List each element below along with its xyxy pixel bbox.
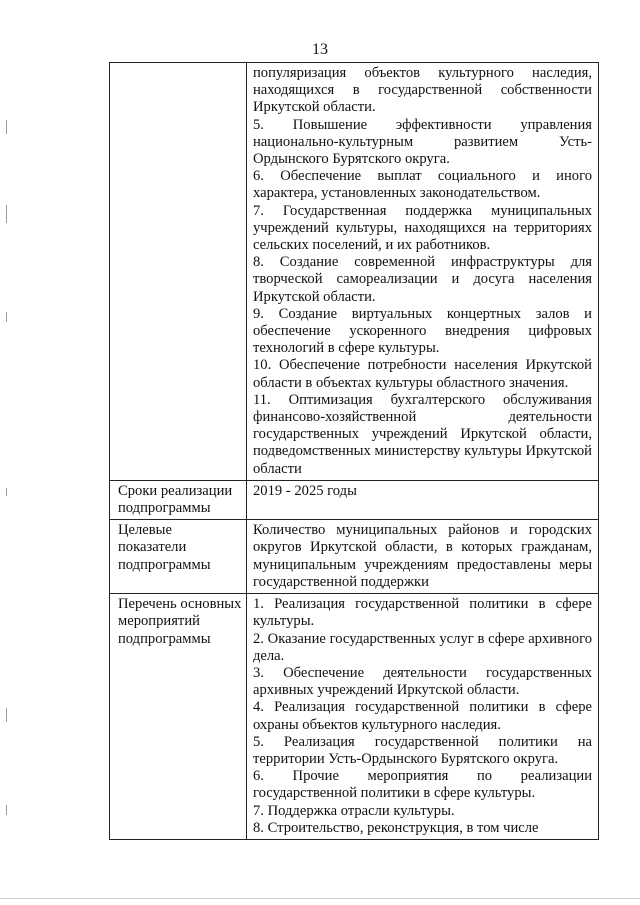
paragraph: Количество муниципальных районов и городских округов Иркутской области, в которых гражданам, муниципальным учреждениям предоставлены меры государственной поддержки <box>253 522 592 590</box>
paragraph: популяризация объектов культурного наследия, находящихся в государственной собственности Иркутской области. <box>253 65 592 116</box>
row-label-cell: Сроки реализации подпрограммы <box>110 480 247 519</box>
row-content-cell <box>247 480 599 519</box>
paragraph: 4. Реализация государственной политики в сфере охраны объектов культурного наследия. <box>253 699 592 733</box>
paragraph: 1. Реализация государственной политики в сфере культуры. <box>253 596 592 630</box>
row-label-cell: Перечень основных мероприятий подпрограммы <box>110 594 247 840</box>
page-number: 13 <box>312 41 328 58</box>
scan-artifact <box>6 488 7 496</box>
scan-artifact <box>6 805 7 815</box>
paragraph: 3. Обеспечение деятельности государственных архивных учреждений Иркутской области. <box>253 664 592 699</box>
subprogram-passport-table <box>109 62 599 840</box>
scan-artifact <box>6 708 7 722</box>
paragraph: 7. Государственная поддержка муниципальных учреждений культуры, находящихся на территориях сельских поселений, и их работников. <box>253 202 592 254</box>
paragraph: 7. Поддержка отрасли культуры. <box>253 802 455 819</box>
paragraph: 5. Повышение эффективности управления национально-культурным развитием Усть-Ордынского Бурятского округа. <box>253 116 592 168</box>
row-content-cell <box>247 63 599 481</box>
row-content-cell <box>247 594 599 840</box>
row-content-cell <box>247 520 599 594</box>
paragraph: 2. Оказание государственных услуг в сфере архивного дела. <box>253 630 592 664</box>
scan-edge-line <box>0 898 640 899</box>
table-row <box>110 594 599 840</box>
paragraph: 8. Строительство, реконструкция, в том числе <box>253 819 539 836</box>
paragraph: 9. Создание виртуальных концертных залов и обеспечение ускоренного внедрения цифровых технологий в сфере культуры. <box>253 305 592 357</box>
scan-artifact <box>6 312 7 322</box>
paragraph: 6. Прочие мероприятия по реализации государственной политики в сфере культуры. <box>253 768 592 802</box>
table-row <box>110 520 599 594</box>
paragraph: 5. Реализация государственной политики на территории Усть-Ордынского Бурятского округа. <box>253 733 592 767</box>
paragraph: 6. Обеспечение выплат социального и иного характера, установленных законодательством. <box>253 168 592 202</box>
paragraph: 10. Обеспечение потребности населения Иркутской области в объектах культуры областного значения. <box>253 357 592 391</box>
paragraph: 8. Создание современной инфраструктуры для творческой самореализации и досуга населения Иркутской области. <box>253 254 592 305</box>
scan-artifact <box>6 120 7 134</box>
row-label-cell: Целевые показатели подпрограммы <box>110 520 247 594</box>
row-label-cell <box>110 63 247 481</box>
paragraph: 11. Оптимизация бухгалтерского обслуживания финансово-хозяйственной деятельности государственных учреждений Иркутской области, подведомственных министерству культуры Иркутской области <box>253 391 592 477</box>
paragraph: 2019 - 2025 годы <box>253 482 357 499</box>
table-row <box>110 480 599 519</box>
scan-artifact <box>6 205 7 223</box>
table-row <box>110 63 599 481</box>
